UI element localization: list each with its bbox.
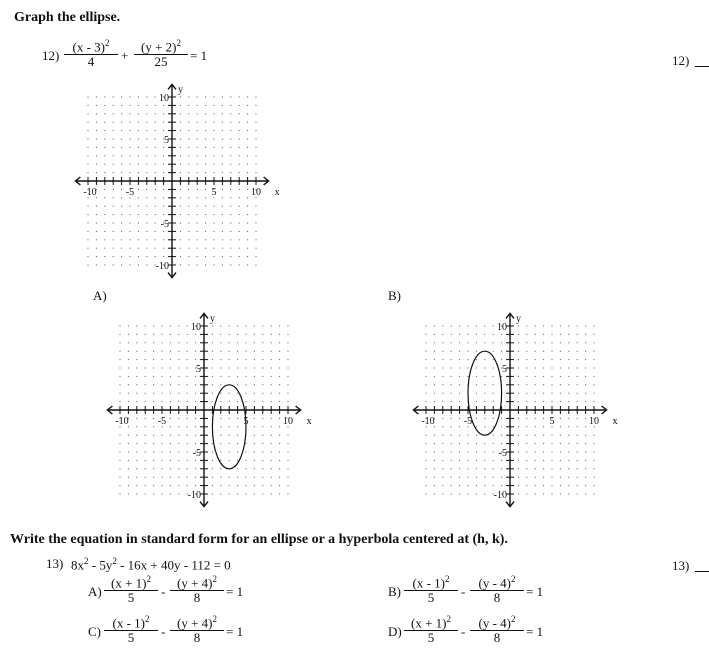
problem-12-fraction-1: [64, 36, 118, 69]
fraction-2-denominator: 25: [154, 54, 168, 70]
problem-12-graph-y-tick-5: 5: [164, 135, 169, 146]
choice-b-graph-y-tick-neg5: -5: [498, 448, 507, 459]
option-d-numerator-1: $(x + 1)^2$: [404, 612, 458, 631]
choice-a-graph-y-tick-neg5: -5: [192, 448, 201, 459]
problem-12-graph-x-tick-neg5: -5: [125, 187, 135, 198]
option-b-denominator-2: 8: [493, 590, 501, 606]
choice-a-graph-x-tick-neg10: -10: [115, 416, 129, 427]
option-c-rhs: = 1: [226, 624, 244, 639]
option-d-fraction-1: [404, 612, 458, 645]
option-b-rhs: = 1: [526, 584, 544, 599]
answer-label-12: 12): [672, 53, 690, 68]
option-c-label: C): [88, 624, 101, 639]
problem-12-graph-y-tick-neg10: -10: [155, 261, 169, 272]
answer-blank-13[interactable]: [695, 571, 709, 572]
option-a-numerator-2: $(y + 4)^2$: [170, 572, 224, 591]
option-b-minus: -: [461, 584, 466, 599]
option-b-fraction-2: [470, 572, 524, 605]
choice-a-graph-y-tick-5: 5: [196, 364, 201, 375]
option-a-fraction-1: [104, 572, 158, 605]
fraction-2-numerator: $(y + 2)^2$: [134, 36, 188, 55]
choice-b-graph-y-tick-10: 10: [497, 322, 507, 333]
option-d-fraction-2: [470, 612, 524, 645]
option-a-rhs: = 1: [226, 584, 244, 599]
problem-12-graph-y-tick-10: 10: [159, 93, 169, 104]
option-c-denominator-1: 5: [127, 630, 135, 646]
choice-b-label: B): [388, 288, 401, 303]
option-c-fraction-1: [104, 612, 158, 645]
problem-12-number: 12): [42, 48, 60, 63]
option-a-numerator-1: $(x + 1)^2$: [104, 572, 158, 591]
choice-b-graph-x-tick-5: 5: [549, 416, 555, 427]
answer-label-13: 13): [672, 558, 690, 573]
problem-12-graph-x-tick-neg10: -10: [83, 187, 97, 198]
option-b-numerator-2: (y - 4)$^2$: [470, 572, 524, 591]
option-a-minus: -: [161, 584, 166, 599]
section-2-instruction: Write the equation in standard form for an ellipse or a hyperbola centered at (h, k).: [10, 532, 508, 547]
option-c-fraction-2: [170, 612, 224, 645]
choice-a-label: A): [93, 288, 107, 303]
option-b-label: B): [388, 584, 401, 599]
answer-blank-12[interactable]: [695, 66, 709, 67]
option-a-label: A): [88, 584, 102, 599]
option-c-numerator-2: $(y + 4)^2$: [170, 612, 224, 631]
choice-b-graph-x-tick-neg10: -10: [421, 416, 435, 427]
fraction-1-numerator: (x - 3)$^2$: [64, 36, 118, 55]
choice-a-graph-y-tick-10: 10: [191, 322, 201, 333]
problem-12-graph: [60, 75, 290, 290]
option-b-numerator-1: (x - 1)$^2$: [404, 572, 458, 591]
option-a-fraction-2: [170, 572, 224, 605]
choice-b-graph[interactable]: [398, 304, 628, 519]
option-c-numerator-1: (x - 1)$^2$: [104, 612, 158, 631]
problem-13-equation: $8x^2 - 5y^2 - 16x + 40y - 112 = 0$: [71, 556, 231, 573]
choice-a-graph-y-tick-neg10: -10: [187, 490, 201, 501]
choice-b-graph-y-tick-5: 5: [502, 364, 507, 375]
option-d-minus: -: [461, 624, 466, 639]
problem-12-rhs: = 1: [190, 48, 208, 63]
section-1-instruction: Graph the ellipse.: [14, 10, 121, 25]
choice-a-graph-x-tick-10: 10: [283, 416, 293, 427]
option-a-denominator-2: 8: [193, 590, 201, 606]
option-c-denominator-2: 8: [193, 630, 201, 646]
choice-b-graph-y-tick-neg10: -10: [493, 490, 507, 501]
option-d-rhs: = 1: [526, 624, 544, 639]
choice-a-graph-y-label: y: [210, 313, 215, 325]
problem-12-graph-y-label: y: [178, 84, 183, 96]
option-b-denominator-1: 5: [427, 590, 435, 606]
option-d-denominator-1: 5: [427, 630, 435, 646]
choice-a-graph-x-tick-5: 5: [243, 416, 249, 427]
problem-12-plus: +: [121, 48, 129, 63]
choice-b-graph-x-tick-neg5: -5: [463, 416, 473, 427]
option-a-denominator-1: 5: [127, 590, 135, 606]
problem-12-graph-x-tick-5: 5: [211, 187, 217, 198]
choice-b-graph-x-label: x: [612, 416, 618, 427]
choice-a-graph-x-tick-neg5: -5: [157, 416, 167, 427]
option-d-denominator-2: 8: [493, 630, 501, 646]
option-c-minus: -: [161, 624, 166, 639]
problem-12-graph-x-label: x: [274, 187, 280, 198]
choice-a-graph-x-label: x: [306, 416, 312, 427]
problem-13-number: 13): [46, 556, 64, 571]
choice-a-graph[interactable]: [92, 304, 322, 519]
choice-b-graph-x-tick-10: 10: [589, 416, 599, 427]
problem-12-fraction-2: [134, 36, 188, 69]
option-d-label: D): [388, 624, 402, 639]
fraction-1-denominator: 4: [87, 54, 95, 70]
problem-12-graph-y-tick-neg5: -5: [160, 219, 169, 230]
problem-12-graph-x-tick-10: 10: [251, 187, 261, 198]
choice-b-graph-y-label: y: [516, 313, 521, 325]
option-b-fraction-1: [404, 572, 458, 605]
option-d-numerator-2: (y - 4)$^2$: [470, 612, 524, 631]
